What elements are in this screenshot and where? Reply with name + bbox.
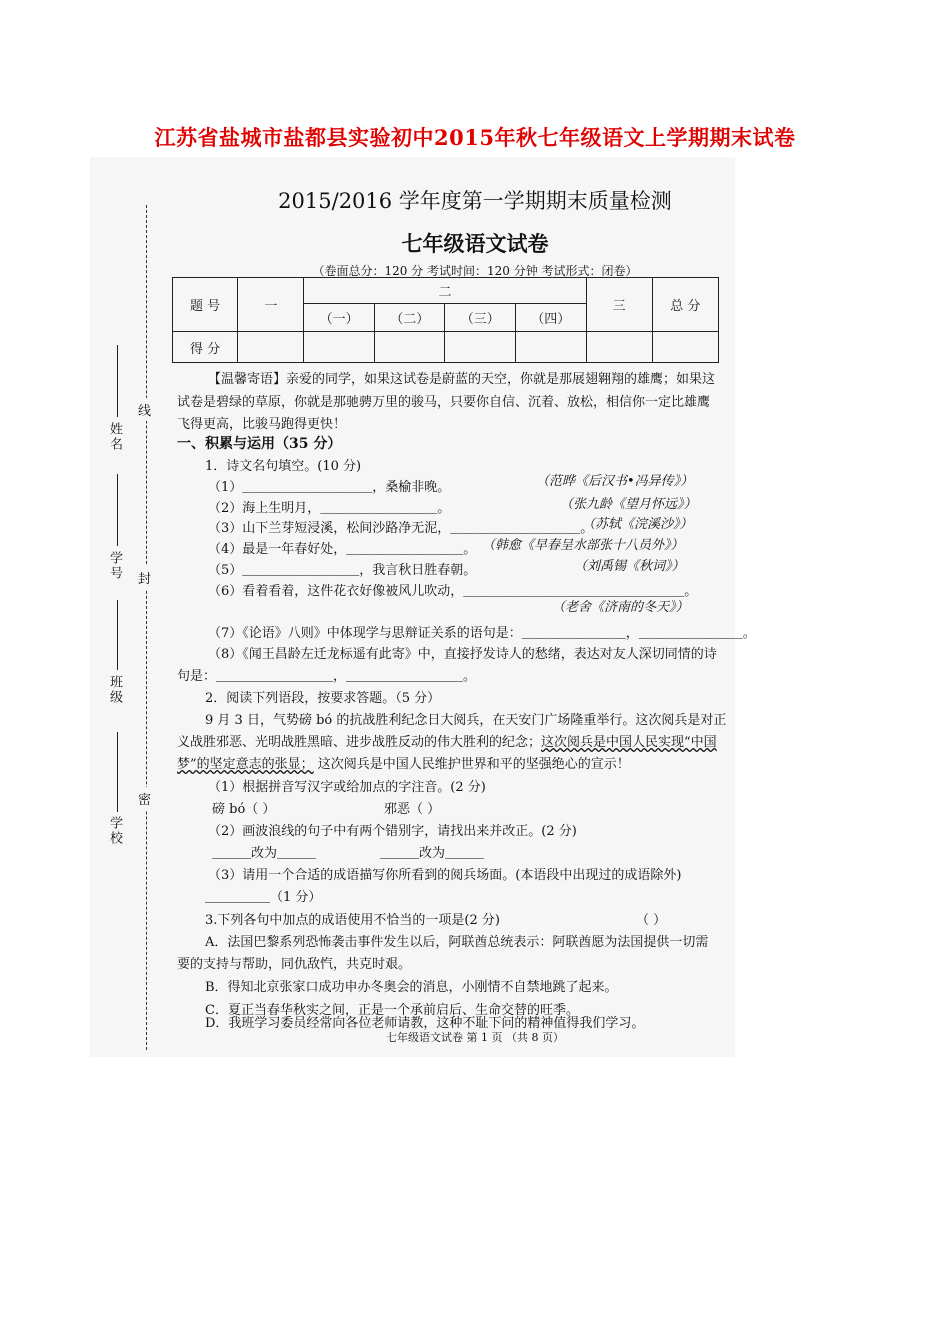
binding-char-mi: 密	[138, 787, 151, 810]
score-table-score-label: 得 分	[173, 332, 238, 363]
q3-title: 3.下列各句中加点的成语使用不恰当的一项是(2 分)	[205, 913, 500, 928]
q2-sub3-answer[interactable]: ＿＿＿＿＿（1 分）	[205, 890, 322, 905]
q1-item-1: （1）＿＿＿＿＿＿＿＿＿＿，桑榆非晚。	[208, 480, 451, 495]
q2-sub1: （1）根据拼音写汉字或给加点的字注音。(2 分)	[208, 780, 486, 795]
score-table-sub2: （二）	[374, 304, 445, 332]
q1-item-4: （4）最是一年春好处，＿＿＿＿＿＿＿＿＿。	[208, 542, 477, 557]
class-blank-line	[117, 600, 118, 670]
side-label-class: 班级	[107, 675, 122, 705]
q2-sub3: （3）请用一个合适的成语描写你所看到的阅兵场面。(本语段中出现过的成语除外)	[208, 868, 682, 883]
q3-option-b: B．得知北京张家口成功申办冬奥会的消息，小刚情不自禁地跳了起来。	[205, 980, 618, 995]
q1-source-3: （苏轼《浣溪沙》）	[582, 517, 693, 532]
q2-sub1-answer-b[interactable]: 邪恶（ ）	[384, 802, 441, 817]
score-cell-one[interactable]	[238, 332, 304, 363]
q2-para2-wavy: 这次阅兵是中国人民实现“中国	[541, 735, 717, 750]
q2-para-line-3	[177, 753, 630, 772]
side-label-school: 学校	[107, 816, 122, 846]
side-label-name: 姓名	[107, 422, 122, 452]
q2-para2-plain: 义战胜邪恶、光明战胜黑暗、进步战胜反动的伟大胜利的纪念；	[177, 735, 542, 750]
q1-title: 1．诗文名句填空。(10 分)	[205, 459, 362, 474]
q2-sub2-answer-a[interactable]: ＿＿＿改为＿＿＿	[212, 846, 317, 861]
q1-item-8a: （8）《闻王昌龄左迁龙标遥有此寄》中，直接抒发诗人的愁绪，表达对友人深切同情的诗	[208, 647, 717, 662]
q1-source-4: （韩愈《早春呈水部张十八员外》）	[482, 538, 684, 553]
score-table-sub4: （四）	[516, 304, 587, 332]
number-blank-line	[117, 474, 118, 546]
score-cell-sub1[interactable]	[304, 332, 375, 363]
exam-period: 2015/2016 学年度第一学期期末质量检测	[278, 189, 672, 213]
q2-para-line-1: 9 月 3 日，气势磅 bó 的抗战胜利纪念日大阅兵，在天安门广场隆重举行。这次阅兵是对正	[205, 713, 727, 728]
page-footer: 七年级语文试卷 第 1 页 （共 8 页）	[386, 1031, 564, 1044]
q2-sub2-answer-b[interactable]: ＿＿＿改为＿＿＿	[380, 846, 485, 861]
score-cell-sub3[interactable]	[445, 332, 516, 363]
q3-option-d: D．我班学习委员经常向各位老师请教，这种不耻下问的精神值得我们学习。	[205, 1016, 645, 1031]
q1-source-6: （老舍《济南的冬天》）	[552, 600, 689, 615]
q2-para3-plain: 这次阅兵是中国人民维护世界和平的坚强绝心的宣示！	[313, 757, 630, 772]
score-table-col-three: 三	[586, 278, 652, 332]
score-cell-sub4[interactable]	[516, 332, 587, 363]
score-table-col-total: 总 分	[652, 278, 718, 332]
q1-item-5: （5）＿＿＿＿＿＿＿＿＿，我言秋日胜春朝。	[208, 563, 477, 578]
score-table-qnum-label: 题 号	[173, 278, 238, 332]
score-table-col-one: 一	[238, 278, 304, 332]
score-table-sub1: （一）	[304, 304, 375, 332]
tips-line-3: 飞得更高，比骏马跑得更快！	[177, 417, 347, 432]
tips-line-2: 试卷是碧绿的草原，你就是那驰骋万里的骏马，只要你自信、沉着、放松，相信你一定比雄鹰	[177, 395, 711, 410]
q3-option-a-line-2: 要的支持与帮助，同仇敌忾，共克时艰。	[177, 957, 412, 972]
binding-char-xian: 线	[138, 398, 151, 421]
q1-item-7: （7）《论语》八则》中体现学与思辩证关系的语句是：＿＿＿＿＿＿＿＿，＿＿＿＿＿＿＿＿。	[208, 626, 756, 641]
binding-char-feng: 封	[138, 566, 151, 589]
side-label-number: 学号	[107, 551, 122, 581]
score-table	[172, 277, 719, 363]
q1-item-2: （2）海上生明月，＿＿＿＿＿＿＿＿＿。	[208, 501, 451, 516]
binding-dashed-line	[146, 205, 147, 1050]
name-blank-line	[117, 345, 118, 417]
q2-sub1-answer-a[interactable]: 磅 bó（ ）	[212, 802, 276, 817]
q1-item-8b: 句是：＿＿＿＿＿＿＿＿＿，＿＿＿＿＿＿＿＿＿。	[177, 669, 477, 684]
q1-source-2: （张九龄《望月怀远》）	[560, 497, 697, 512]
q2-para-line-2	[177, 731, 717, 750]
q1-item-3: （3）山下兰芽短浸溪，松间沙路净无泥，＿＿＿＿＿＿＿＿＿＿。	[208, 521, 594, 536]
document-title: 江苏省盐城市盐都县实验初中2015年秋七年级语文上学期期末试卷	[154, 125, 796, 150]
q2-title: 2．阅读下列语段，按要求答题。（5 分）	[205, 691, 441, 706]
score-cell-total[interactable]	[652, 332, 718, 363]
score-table-sub3: （三）	[445, 304, 516, 332]
exam-subject: 七年级语文试卷	[401, 231, 549, 256]
q3-option-a-line-1: A．法国巴黎系列恐怖袭击事件发生以后，阿联酋总统表示：阿联酋愿为法国提供一切需	[205, 935, 709, 950]
q1-item-6: （6）看着看着，这件花衣好像被风儿吹动，＿＿＿＿＿＿＿＿＿＿＿＿＿＿＿＿＿。	[208, 584, 698, 599]
q3-answer-bracket[interactable]: （ ）	[636, 913, 667, 928]
score-cell-three[interactable]	[586, 332, 652, 363]
q1-source-1: （范晔《后汉书•冯异传》）	[536, 474, 694, 489]
q1-source-5: （刘禹锡《秋词》）	[574, 559, 685, 574]
q2-sub2: （2）画波浪线的句子中有两个错别字，请找出来并改正。(2 分)	[208, 824, 577, 839]
score-cell-sub2[interactable]	[374, 332, 445, 363]
section-heading: 一、积累与运用（35 分）	[177, 436, 342, 452]
q2-para3-wavy: 梦”的坚定意志的张显；	[177, 757, 314, 772]
exam-info: （卷面总分：120 分 考试时间：120 分钟 考试形式：闭卷）	[312, 264, 638, 278]
q3-option-c: C．夏正当春华秋实之间，正是一个承前启后、生命交替的旺季。	[205, 1003, 579, 1018]
tips-line-1: 【温馨寄语】亲爱的同学，如果这试卷是蔚蓝的天空，你就是那展翅翱翔的雄鹰；如果这	[208, 372, 716, 387]
score-table-col-two: 二	[304, 278, 586, 304]
school-blank-line	[117, 732, 118, 812]
